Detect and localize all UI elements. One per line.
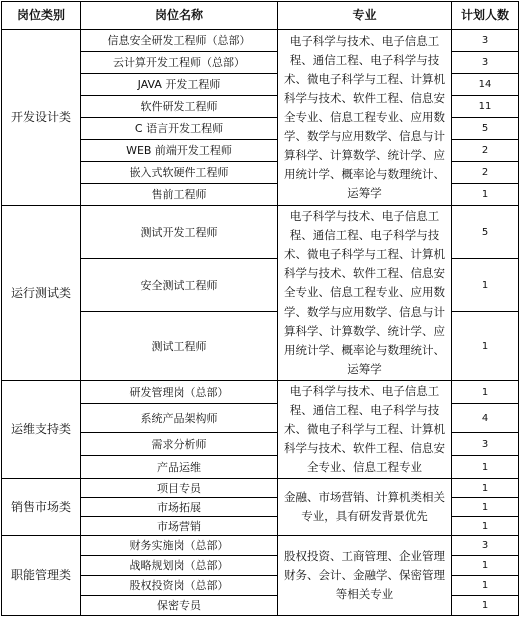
count-cell: 2 [452, 162, 519, 184]
position-cell: 信息安全研发工程师（总部） [81, 30, 278, 52]
position-cell: 云计算开发工程师（总部） [81, 52, 278, 74]
count-cell: 1 [452, 498, 519, 517]
major-cell: 金融、市场营销、计算机类相关专业，具有研发背景优先 [278, 479, 452, 536]
category-cell: 销售市场类 [2, 479, 81, 536]
major-cell: 股权投资、工商管理、企业管理财务、会计、金融学、保密管理等相关专业 [278, 536, 452, 616]
position-cell: 测试工程师 [81, 312, 278, 381]
count-cell: 2 [452, 140, 519, 162]
position-cell: 战略规划岗（总部） [81, 556, 278, 576]
header-category: 岗位类别 [2, 2, 81, 30]
position-cell: 售前工程师 [81, 184, 278, 206]
major-cell: 电子科学与技术、电子信息工程、通信工程、电子科学与技术、微电子科学与工程、计算机科学与技术、软件工程、信息安全专业、信息工程专业、应用数学、数学与应用数学、信息与计算科学、计算数学、统计学、应用统计学、概率论与数理统计、运筹学 [278, 206, 452, 381]
category-cell: 运维支持类 [2, 381, 81, 479]
position-cell: 市场拓展 [81, 498, 278, 517]
recruitment-plan-table [1, 1, 519, 616]
position-cell: WEB 前端开发工程师 [81, 140, 278, 162]
position-cell: 需求分析师 [81, 433, 278, 456]
position-cell: JAVA 开发工程师 [81, 74, 278, 96]
position-cell: 测试开发工程师 [81, 206, 278, 259]
count-cell: 3 [452, 433, 519, 456]
count-cell: 3 [452, 536, 519, 556]
position-cell: 嵌入式软硬件工程师 [81, 162, 278, 184]
position-cell: 财务实施岗（总部） [81, 536, 278, 556]
table-row [2, 536, 519, 556]
header-row [2, 2, 519, 30]
count-cell: 3 [452, 52, 519, 74]
header-count: 计划人数 [452, 2, 519, 30]
major-cell: 电子科学与技术、电子信息工程、通信工程、电子科学与技术、微电子科学与工程、计算机科学与技术、软件工程、信息安全专业、信息工程专业 [278, 381, 452, 479]
header-position: 岗位名称 [81, 2, 278, 30]
count-cell: 1 [452, 479, 519, 498]
count-cell: 1 [452, 517, 519, 536]
category-cell: 运行测试类 [2, 206, 81, 381]
count-cell: 4 [452, 404, 519, 433]
table-row [2, 479, 519, 498]
category-cell: 职能管理类 [2, 536, 81, 616]
count-cell: 14 [452, 74, 519, 96]
table-row [2, 30, 519, 52]
position-cell: C 语言开发工程师 [81, 118, 278, 140]
major-cell: 电子科学与技术、电子信息工程、通信工程、电子科学与技术、微电子科学与工程、计算机科学与技术、软件工程、信息安全专业、信息工程专业、应用数学、数学与应用数学、信息与计算科学、计算数学、统计学、应用统计学、概率论与数理统计、运筹学 [278, 30, 452, 206]
header-major: 专业 [278, 2, 452, 30]
position-cell: 安全测试工程师 [81, 259, 278, 312]
count-cell: 11 [452, 96, 519, 118]
count-cell: 1 [452, 576, 519, 596]
count-cell: 1 [452, 259, 519, 312]
count-cell: 1 [452, 312, 519, 381]
count-cell: 1 [452, 596, 519, 616]
count-cell: 3 [452, 30, 519, 52]
position-cell: 研发管理岗（总部） [81, 381, 278, 404]
count-cell: 5 [452, 118, 519, 140]
position-cell: 产品运维 [81, 456, 278, 479]
table-row [2, 206, 519, 259]
count-cell: 1 [452, 184, 519, 206]
count-cell: 1 [452, 556, 519, 576]
category-cell: 开发设计类 [2, 30, 81, 206]
position-cell: 保密专员 [81, 596, 278, 616]
count-cell: 1 [452, 456, 519, 479]
table-row [2, 381, 519, 404]
position-cell: 项目专员 [81, 479, 278, 498]
position-cell: 软件研发工程师 [81, 96, 278, 118]
position-cell: 股权投资岗（总部） [81, 576, 278, 596]
count-cell: 5 [452, 206, 519, 259]
count-cell: 1 [452, 381, 519, 404]
position-cell: 市场营销 [81, 517, 278, 536]
position-cell: 系统产品架构师 [81, 404, 278, 433]
